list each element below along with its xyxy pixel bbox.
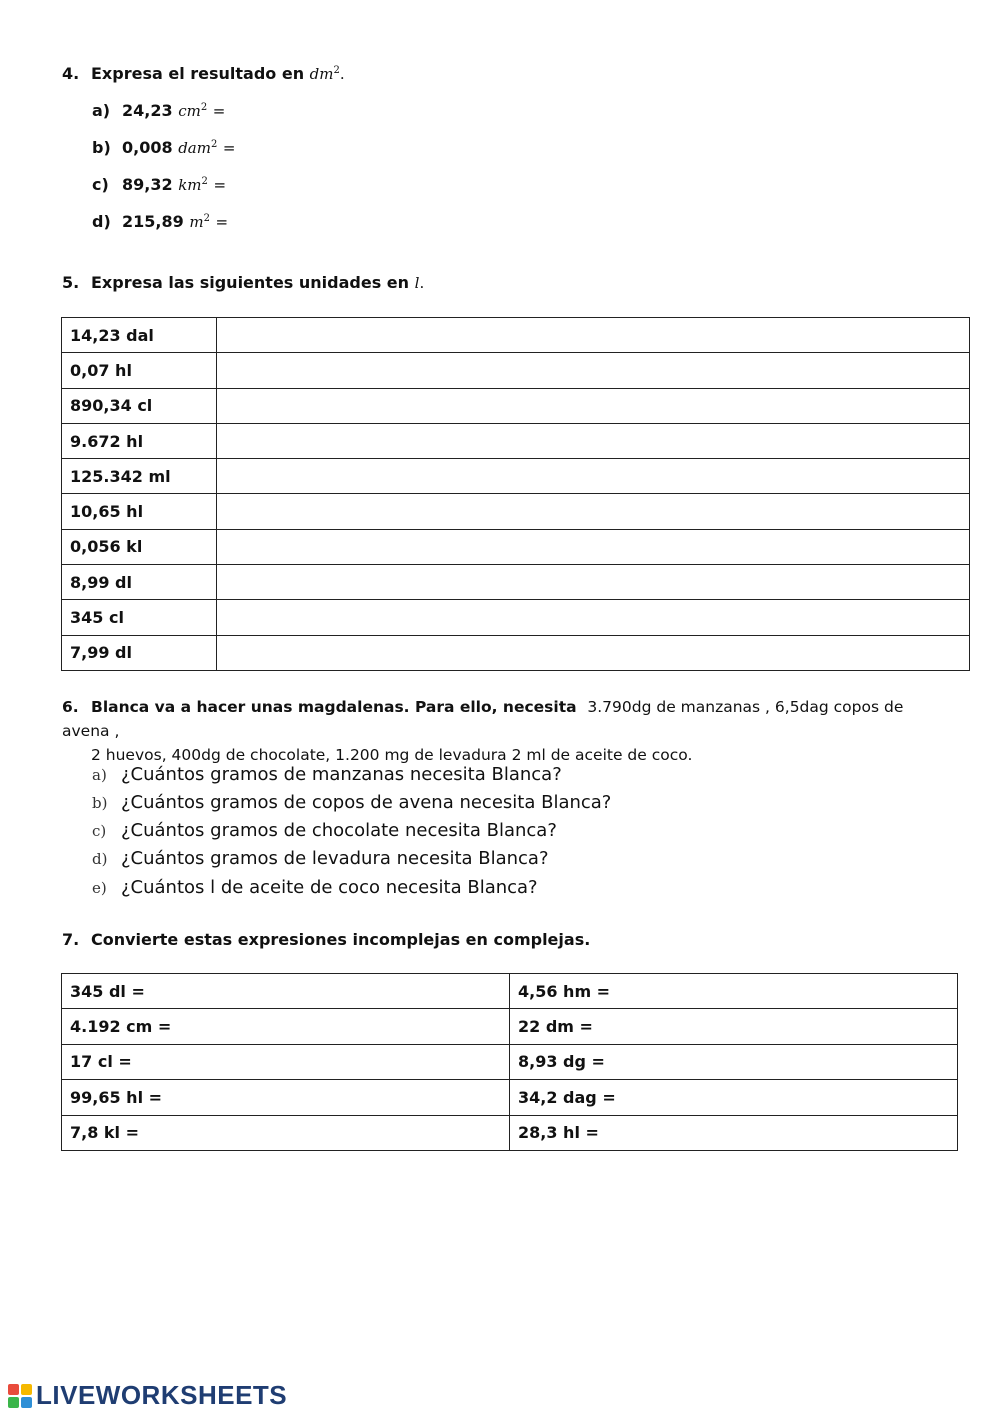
question-7-title: 7. Convierte estas expresiones incomplejas en complejas.: [62, 930, 591, 949]
table-row: 890,34 cl: [62, 388, 970, 423]
logo-mark-icon: [8, 1384, 32, 1408]
table-row: [62, 1044, 958, 1079]
table-row: 0,07 hl: [62, 353, 970, 388]
answer-cell[interactable]: 4.192 cm =: [62, 1009, 510, 1044]
table-row: 9.672 hl: [62, 423, 970, 458]
question-4-item-d: d) 215,89 $m^2$ =: [92, 212, 229, 231]
table-row: 345 cl: [62, 600, 970, 635]
answer-cell[interactable]: 17 cl =: [62, 1044, 510, 1079]
question-7-table: [61, 973, 958, 1151]
answer-cell[interactable]: [217, 423, 970, 458]
answer-cell[interactable]: [217, 318, 970, 353]
question-4-title: 4. Expresa el resultado en $dm^2$.: [62, 64, 345, 83]
table-row: [62, 1115, 958, 1150]
table-row: [62, 1080, 958, 1115]
liveworksheets-logo[interactable]: [8, 1380, 287, 1411]
answer-cell[interactable]: [217, 459, 970, 494]
table-row: 7,99 dl: [62, 635, 970, 670]
question-4-item-b: b) 0,008 dam$^2$ =: [92, 138, 236, 157]
table-row: 8,99 dl: [62, 565, 970, 600]
answer-cell[interactable]: 4,56 hm =: [510, 974, 958, 1009]
question-6-sub-c: c) ¿Cuántos gramos de chocolate necesita Blanca?: [92, 820, 557, 841]
question-6-sub-b: b) ¿Cuántos gramos de copos de avena necesita Blanca?: [92, 792, 612, 813]
answer-cell[interactable]: [217, 353, 970, 388]
question-6-sub-d: d) ¿Cuántos gramos de levadura necesita Blanca?: [92, 848, 549, 869]
unit-liter: l.: [414, 274, 425, 292]
question-6-sub-a: a) ¿Cuántos gramos de manzanas necesita Blanca?: [92, 764, 562, 785]
table-row: 0,056 kl: [62, 529, 970, 564]
answer-cell[interactable]: [217, 600, 970, 635]
answer-cell[interactable]: 7,8 kl =: [62, 1115, 510, 1150]
answer-cell[interactable]: [217, 565, 970, 600]
answer-cell[interactable]: [217, 635, 970, 670]
answer-cell[interactable]: [217, 529, 970, 564]
answer-cell[interactable]: [217, 494, 970, 529]
table-row: [62, 1009, 958, 1044]
table-row: 14,23 dal: [62, 318, 970, 353]
answer-cell[interactable]: 99,65 hl =: [62, 1080, 510, 1115]
question-6-sub-e: e) ¿Cuántos l de aceite de coco necesita Blanca?: [92, 877, 538, 898]
answer-cell[interactable]: 8,93 dg =: [510, 1044, 958, 1079]
question-4-item-c: c) 89,32 $km^2$ =: [92, 175, 227, 194]
question-6-statement: 6. Blanca va a hacer unas magdalenas. Para ello, necesita 3.790dg de manzanas , 6,5dag copos de avena , 2 huevos, 400dg de chocolate, 1.200 mg de levadura 2 ml de aceite de coco.: [62, 698, 904, 764]
question-4-item-a: a) 24,23 $cm^2$ =: [92, 101, 226, 120]
answer-cell[interactable]: 28,3 hl =: [510, 1115, 958, 1150]
answer-cell[interactable]: 22 dm =: [510, 1009, 958, 1044]
answer-cell[interactable]: 345 dl =: [62, 974, 510, 1009]
question-5-title: 5. Expresa las siguientes unidades en l.: [62, 273, 425, 292]
table-row: [62, 974, 958, 1009]
unit-dm2: $dm^2$.: [309, 65, 345, 83]
table-row: 10,65 hl: [62, 494, 970, 529]
table-row: 125.342 ml: [62, 459, 970, 494]
logo-text: LIVEWORKSHEETS: [36, 1380, 288, 1410]
answer-cell[interactable]: [217, 388, 970, 423]
answer-cell[interactable]: 34,2 dag =: [510, 1080, 958, 1115]
question-5-table: [61, 317, 970, 671]
